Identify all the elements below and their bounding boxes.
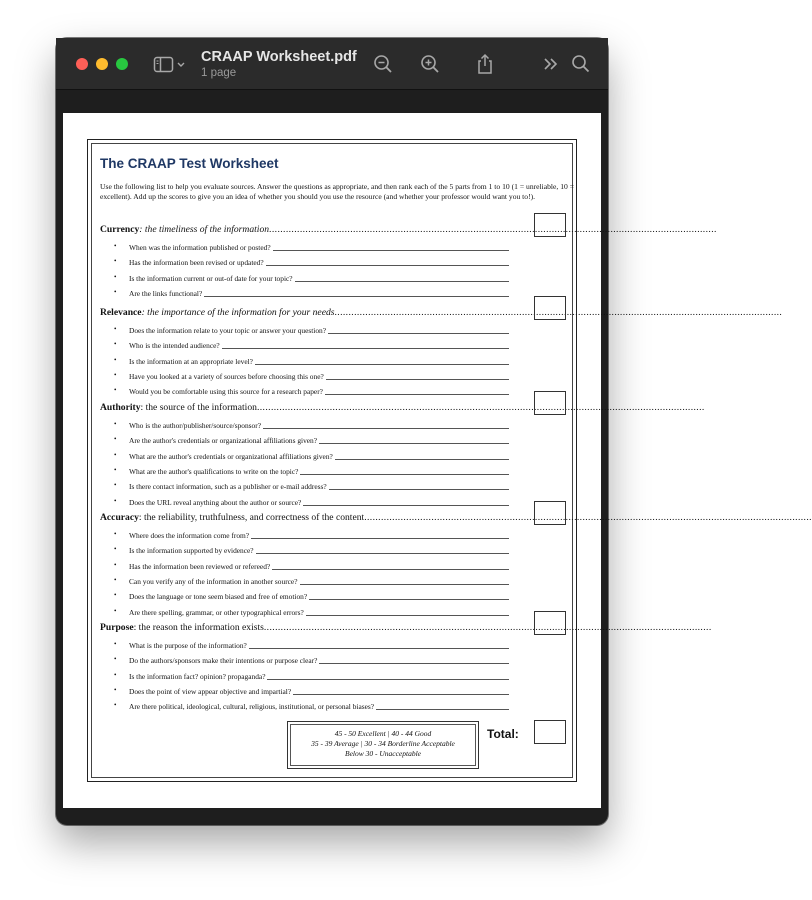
answer-line[interactable] <box>266 258 509 266</box>
worksheet-intro: Use the following list to help you evaluate sources. Answer the questions as appropriate, and then rank each of the 5 parts from 1 to 10 (1 = unreliable, 10 = excellent). Add up the scores to give you an idea of whether you should you use the resource (and whether your professor would want you to!). <box>100 182 574 201</box>
score-box-authority[interactable] <box>534 391 566 415</box>
bullet: • <box>114 386 117 395</box>
section-description: : the reason the information exists <box>133 622 264 633</box>
answer-line[interactable] <box>300 467 509 475</box>
bullet: • <box>114 670 117 679</box>
worksheet-title: The CRAAP Test Worksheet <box>100 156 279 171</box>
leader-dots: ................................................................................................................................................................ <box>334 307 783 318</box>
viewer-background <box>56 91 608 113</box>
window-subtitle: 1 page <box>201 67 237 79</box>
question-text: Is there contact information, such as a publisher or e-mail address? <box>129 482 327 492</box>
zoom-window-button[interactable] <box>116 58 128 70</box>
section-heading-currency <box>100 224 717 236</box>
pdf-viewer-window <box>56 38 812 825</box>
answer-line[interactable] <box>335 452 509 460</box>
question-item <box>114 639 509 650</box>
bullet: • <box>114 272 117 281</box>
question-item <box>114 385 509 397</box>
answer-line[interactable] <box>328 326 509 334</box>
question-item <box>114 590 509 602</box>
bullet: • <box>114 530 117 538</box>
question-text: Has the information been reviewed or refereed? <box>129 561 271 571</box>
question-text: Does the language or tone seem biased and free of emotion? <box>129 592 308 602</box>
question-item <box>114 419 509 430</box>
question-text: Is the information current or out-of date for your topic? <box>129 273 293 283</box>
pdf-page[interactable] <box>63 113 812 808</box>
answer-line[interactable] <box>376 702 509 710</box>
leader-dots: ................................................................................................................................................................ <box>263 622 712 633</box>
question-item <box>114 370 509 381</box>
question-item <box>114 670 509 681</box>
answer-line[interactable] <box>319 656 509 664</box>
bullet: • <box>114 640 117 648</box>
question-text: When was the information published or posted? <box>129 243 271 252</box>
bullet: • <box>114 701 117 710</box>
leader-dots: ................................................................................................................................................................ <box>256 402 705 413</box>
answer-line[interactable] <box>267 672 509 680</box>
bullet: • <box>114 481 117 490</box>
question-item <box>114 339 509 351</box>
bullet: • <box>114 340 117 349</box>
minimize-window-button[interactable] <box>96 58 108 70</box>
bullet: • <box>114 450 117 459</box>
question-text: Does the URL reveal anything about the author or source? <box>129 497 302 507</box>
question-text: What is the purpose of the information? <box>129 641 247 650</box>
question-text: Are the author's credentials or organizational affiliations given? <box>129 436 318 446</box>
question-text: Are the links functional? <box>129 288 203 298</box>
worksheet-content <box>91 143 812 778</box>
leader-dots: ................................................................................................................................................................ <box>269 224 717 235</box>
question-text: Who is the author/publisher/source/sponsor? <box>129 421 261 430</box>
legend-line: Below 30 - Unacceptable <box>344 749 422 758</box>
question-item <box>114 685 509 696</box>
question-item <box>114 355 509 366</box>
bullet: • <box>114 685 117 694</box>
question-item <box>114 465 509 476</box>
bullet: • <box>114 370 117 379</box>
answer-line[interactable] <box>273 243 509 251</box>
question-item <box>114 272 509 283</box>
bullet: • <box>114 355 117 364</box>
answer-line[interactable] <box>295 274 509 282</box>
section-description: : the reliability, truthfulness, and correctness of the content <box>138 512 365 523</box>
search-button[interactable] <box>570 53 592 75</box>
answer-line[interactable] <box>309 592 509 600</box>
score-box-accuracy[interactable] <box>534 501 566 525</box>
question-text: Who is the intended audience? <box>129 341 220 351</box>
question-item <box>114 434 509 446</box>
bullet: • <box>114 465 117 474</box>
bullet: • <box>114 575 117 584</box>
answer-line[interactable] <box>255 357 509 365</box>
score-legend <box>287 721 479 769</box>
section-name: Accuracy <box>100 512 139 523</box>
section-name: Authority <box>100 402 141 413</box>
total-score-box[interactable] <box>534 720 566 744</box>
question-text: Are there spelling, grammar, or other typographical errors? <box>129 607 304 617</box>
bullet: • <box>114 257 117 266</box>
question-item <box>114 529 509 540</box>
score-box-relevance[interactable] <box>534 296 566 320</box>
bullet: • <box>114 560 117 569</box>
bullet: • <box>114 606 117 615</box>
question-text: Is the information supported by evidence? <box>129 546 254 556</box>
sidebar-toggle-button[interactable] <box>153 55 187 75</box>
bullet: • <box>114 420 117 428</box>
answer-line[interactable] <box>222 341 509 349</box>
section-heading-purpose <box>100 622 712 634</box>
section-name: Currency <box>100 224 140 235</box>
share-icon <box>474 53 496 75</box>
answer-line[interactable] <box>204 289 509 297</box>
question-text: What are the author's credentials or organizational affiliations given? <box>129 451 333 461</box>
bullet: • <box>114 242 117 250</box>
total-label: Total: <box>487 727 519 741</box>
question-text: Can you verify any of the information in another source? <box>129 576 298 586</box>
answer-line[interactable] <box>293 687 509 695</box>
answer-line[interactable] <box>326 372 509 380</box>
question-text: Does the point of view appear objective and impartial? <box>129 686 292 696</box>
sidebar-icon <box>153 55 187 75</box>
section-heading-relevance <box>100 307 783 319</box>
section-heading-accuracy <box>100 512 812 524</box>
answer-line[interactable] <box>325 387 509 395</box>
question-text: Do the authors/sponsors make their intentions or purpose clear? <box>129 656 318 666</box>
answer-line[interactable] <box>251 531 509 539</box>
answer-line[interactable] <box>329 482 509 490</box>
question-item <box>114 560 509 571</box>
question-item <box>114 700 509 712</box>
section-heading-authority <box>100 402 705 414</box>
section-name: Purpose <box>100 622 134 633</box>
answer-line[interactable] <box>306 608 509 616</box>
zoom-out-button[interactable] <box>372 53 394 75</box>
question-item <box>114 324 509 335</box>
question-item <box>114 575 509 586</box>
question-item <box>114 241 509 252</box>
score-box-currency[interactable] <box>534 213 566 237</box>
leader-dots: ................................................................................................................................................................ <box>364 512 812 523</box>
bullet: • <box>114 325 117 333</box>
question-item <box>114 544 509 556</box>
question-text: Is the information at an appropriate level? <box>129 356 253 366</box>
bullet: • <box>114 287 117 296</box>
question-item <box>114 606 509 617</box>
zoom-in-icon <box>419 53 441 75</box>
section-description: : the timeliness of the information <box>139 224 270 235</box>
score-legend-text <box>290 724 476 766</box>
question-text: Is the information fact? opinion? propaganda? <box>129 671 266 681</box>
section-description: : the source of the information <box>140 402 257 413</box>
answer-line[interactable] <box>319 436 509 444</box>
question-text: Would you be comfortable using this source for a research paper? <box>129 387 323 397</box>
question-text: Does the information relate to your topic or answer your question? <box>129 326 327 335</box>
answer-line[interactable] <box>272 562 509 570</box>
close-window-button[interactable] <box>76 58 88 70</box>
more-toolbar-button[interactable] <box>540 53 562 75</box>
search-icon <box>570 53 592 75</box>
score-box-purpose[interactable] <box>534 611 566 635</box>
question-item <box>114 287 509 298</box>
zoom-out-icon <box>372 53 394 75</box>
chevron-down-icon <box>178 63 184 66</box>
question-text: What are the author's qualifications to write on the topic? <box>129 466 299 476</box>
bullet: • <box>114 496 117 505</box>
question-item <box>114 480 509 492</box>
section-description: : the importance of the information for your needs <box>141 307 335 318</box>
question-text: Are there political, ideological, cultural, religious, institutional, or personal biases? <box>129 702 375 712</box>
question-item <box>114 496 509 507</box>
more-icon <box>540 53 562 75</box>
legend-line: 45 - 50 Excellent | 40 - 44 Good <box>334 729 432 738</box>
bullet: • <box>114 545 117 554</box>
question-text: Have you looked at a variety of sources before choosing this one? <box>129 371 324 381</box>
question-item <box>114 450 509 461</box>
section-name: Relevance <box>100 307 142 318</box>
window-title: CRAAP Worksheet.pdf <box>201 49 357 65</box>
worksheet-border <box>87 139 812 782</box>
answer-line[interactable] <box>263 421 509 429</box>
question-text: Has the information been revised or updated? <box>129 258 264 268</box>
legend-line: 35 - 39 Average | 30 - 34 Borderline Acceptable <box>311 739 455 748</box>
share-button[interactable] <box>474 53 496 75</box>
bullet: • <box>114 435 117 444</box>
answer-line[interactable] <box>256 546 509 554</box>
answer-line[interactable] <box>303 498 509 506</box>
answer-line[interactable] <box>249 641 509 649</box>
bullet: • <box>114 655 117 664</box>
title-bar <box>56 38 608 90</box>
bullet: • <box>114 591 117 600</box>
question-item <box>114 654 509 666</box>
question-item <box>114 256 509 268</box>
question-text: Where does the information come from? <box>129 531 250 540</box>
zoom-in-button[interactable] <box>419 53 441 75</box>
answer-line[interactable] <box>300 577 510 585</box>
